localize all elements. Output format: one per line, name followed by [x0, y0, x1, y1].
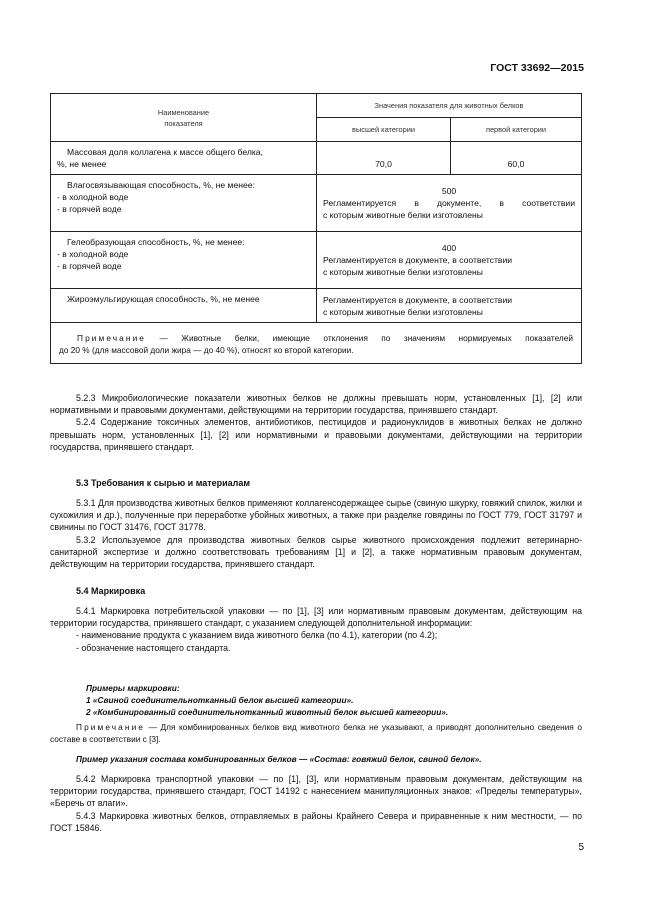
row-value-merged: 400 Регламентируется в документе, в соответствии с которым животные белки изготовлены: [317, 232, 582, 289]
examples-heading: Примеры маркировки:: [86, 683, 180, 693]
section-5-3: [50, 477, 582, 489]
page-number: 5: [578, 842, 584, 853]
section-5-4-text: [50, 605, 582, 654]
row-name: Жироэмульгирующая способность, %, не менее: [51, 289, 317, 323]
requirements-table: [50, 93, 582, 364]
note-2: [50, 721, 582, 745]
example-item: 1 «Свиной соединительнотканный белок высшей категории».: [86, 695, 354, 706]
row-value-first: 60,0: [451, 142, 582, 175]
table-note-row: [51, 323, 582, 364]
list-item: - обозначение настоящего стандарта.: [76, 642, 231, 653]
row-name: Гелеобразующая способность, %, не менее: - в холодной воде - в горячей воде: [51, 232, 317, 289]
paragraph-5-4-2: 5.4.2 Маркировка транспортной упаковки — по [1], [3], или нормативным правовым документам, действующим на территории государства, принявшего стандарт, ГОСТ 14192 с нанесением манипуляционных знаков: «Пределы температуры», «Беречь от влаги».: [50, 774, 582, 809]
document-header: ГОСТ 33692—2015: [490, 62, 584, 74]
note-text: — Для комбинированных белков вид животного белка не указывают, а приводят дополнительно сведения о составе в соответствии с [3].: [50, 722, 582, 745]
list-item: - наименование продукта с указанием вида животного белка (по 4.1), категории (по 4.2);: [76, 630, 438, 641]
table-header-group: Значения показателя для животных белков: [317, 94, 582, 118]
paragraph-5-2-4: 5.2.4 Содержание токсичных элементов, антибиотиков, пестицидов и радионуклидов в животных белках не должно превышать норм, установленных [1], [2] или нормативными и правовыми документами, действующими на территории государства, принявшего стандарт.: [50, 417, 582, 452]
table-row: [51, 232, 582, 289]
paragraph-5-3-2: 5.3.2 Используемое для производства животных белков сырье животного происхождения подлежит ветеринарно-санитарной экспертизе и должно соответствовать требованиям [1] и [2], а также нормативным правовым документам, действующим на территории государства, принявшего стандарт.: [50, 534, 582, 570]
table-row: [51, 289, 582, 323]
table-header-name: Наименование показателя: [51, 94, 317, 142]
table-row: [51, 175, 582, 232]
section-5-4: [50, 585, 582, 597]
heading-5-4: 5.4 Маркировка: [76, 586, 146, 596]
table-note: Примечание — Животные белки, имеющие отклонения по значениям нормируемых показателей до 20 % (для массовой доли жира — до 40 %), относят ко второй категории.: [51, 323, 582, 364]
table-header-high: высшей категории: [317, 118, 451, 142]
paragraph-5-4-1: 5.4.1 Маркировка потребительской упаковки — по [1], [3] или нормативным правовым документам, действующим на территории государства, принявшего стандарт, с указанием следующей дополнительной информации:: [50, 606, 582, 629]
paragraph-5-3-1: 5.3.1 Для производства животных белков применяют коллагенсодержащее сырье (свиную шкурку, говяжий спилок, жилки и сухожилия и др.), полученные при переработке убойных животных, а также при разделке говядины по ГОСТ 779, ГОСТ 31797 и свинины по ГОСТ 31476, ГОСТ 31778.: [50, 498, 582, 533]
table-header-first: первой категории: [451, 118, 582, 142]
row-value-merged: 500 Регламентируется в документе, в соответствии с которым животные белки изготовлены: [317, 175, 582, 232]
example-item: 2 «Комбинированный соединительнотканный животный белок высшей категории».: [86, 707, 449, 718]
heading-5-3: 5.3 Требования к сырью и материалам: [76, 478, 251, 488]
section-5-2-text: [50, 392, 582, 453]
table-row: [51, 142, 582, 175]
section-5-4-tail: [50, 773, 582, 834]
row-name: Влагосвязывающая способность, %, не менее: - в холодной воде - в горячей воде: [51, 175, 317, 232]
examples-block: [50, 682, 582, 719]
row-value-high: 70,0: [317, 142, 451, 175]
section-5-3-text: [50, 497, 582, 570]
row-value-merged: Регламентируется в документе, в соответствии с которым животные белки изготовлены: [317, 289, 582, 323]
paragraph-5-4-3: 5.4.3 Маркировка животных белков, отправляемых в районы Крайнего Севера и приравненные к ним местности, — по ГОСТ 15846.: [50, 810, 582, 833]
row-name: Массовая доля коллагена к массе общего белка, %, не менее: [51, 142, 317, 175]
paragraph-5-2-3: 5.2.3 Микробиологические показатели животных белков не должны превышать норм, установленных [1], [2] или нормативными и правовыми документами, действующими на территории государства, принявшего стандарт.: [50, 393, 582, 416]
note-label: Примечание: [76, 722, 146, 732]
example-combined: Пример указания состава комбинированных белков — «Состав: говяжий белок, свиной белок».: [76, 754, 482, 764]
